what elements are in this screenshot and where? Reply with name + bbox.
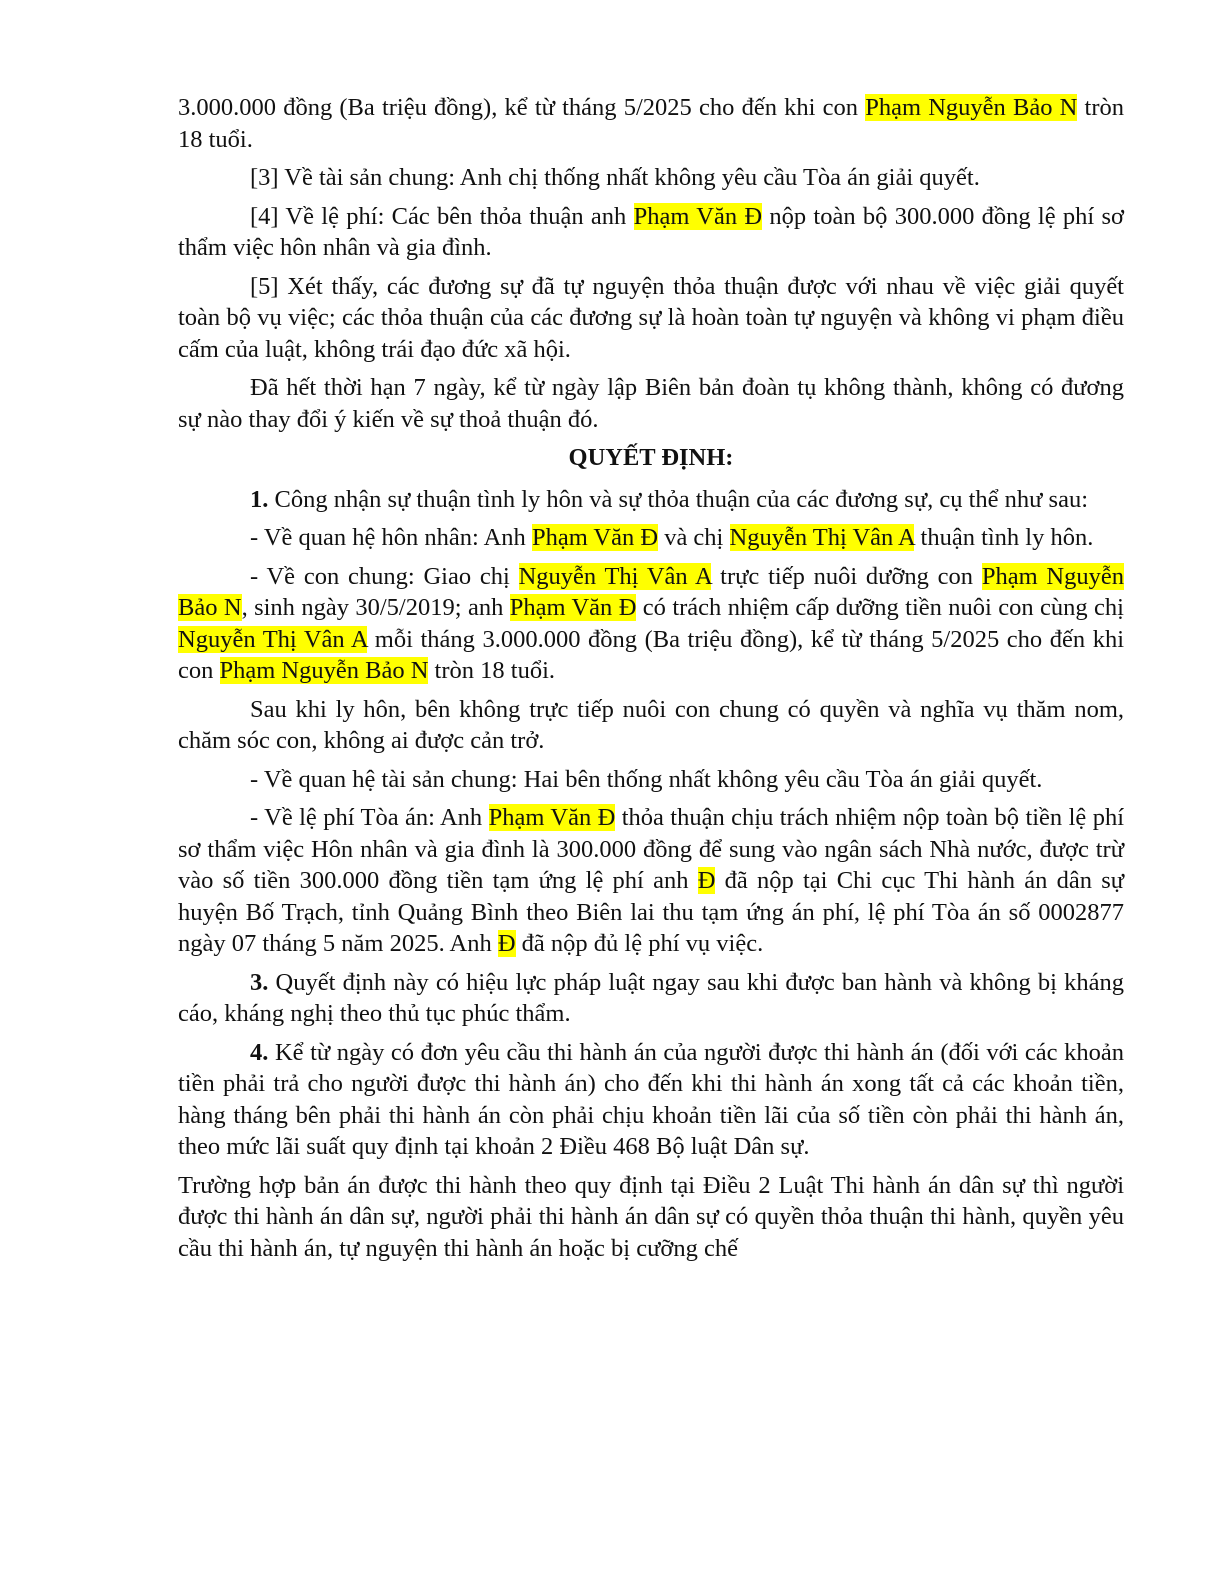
text: đã nộp đủ lệ phí vụ việc. <box>515 930 764 957</box>
paragraph-child <box>178 561 1124 687</box>
text: Quyết định này có hiệu lực pháp luật ngay sau khi được ban hành và không bị kháng cáo, kháng nghị theo thủ tục phúc thẩm. <box>178 968 1124 1027</box>
paragraph-marriage <box>178 522 1124 554</box>
paragraph-fees <box>178 201 1124 264</box>
text: và chị <box>658 524 730 551</box>
text: thuận tình ly hôn. <box>914 524 1094 551</box>
text: trực tiếp nuôi dưỡng con <box>711 562 982 590</box>
text: Đã hết thời hạn 7 ngày, kể từ ngày lập Biên bản đoàn tụ không thành, không có đương sự nào thay đổi ý kiến về sự thoả thuận đó. <box>178 374 1124 433</box>
decision-heading: QUYẾT ĐỊNH: <box>568 444 734 471</box>
highlighted-name: Nguyễn Thị Vân A <box>518 562 712 590</box>
paragraph-enforcement <box>178 1170 1124 1265</box>
text: 3.000.000 đồng (Ba triệu đồng), kể từ tháng 5/2025 cho đến khi con <box>178 94 866 121</box>
text: - Về con chung: Giao chị <box>250 562 519 590</box>
highlighted-name: Phạm Văn Đ <box>633 202 763 230</box>
decision-item-3 <box>178 967 1124 1030</box>
text: - Về quan hệ hôn nhân: Anh <box>250 524 532 551</box>
paragraph-consideration <box>178 271 1124 366</box>
paragraph-1 <box>178 92 1124 155</box>
paragraph-court-fee <box>178 802 1124 960</box>
paragraph-common-property <box>178 162 1124 194</box>
highlighted-name: Đ <box>697 867 716 894</box>
highlighted-name: Phạm Văn Đ <box>488 804 616 831</box>
highlighted-name: Nguyễn Thị Vân A <box>729 524 915 551</box>
text: tròn 18 tuổi. <box>178 94 1125 153</box>
highlighted-name: Phạm Nguyễn Bảo N <box>178 562 1124 621</box>
highlighted-name: Phạm Văn Đ <box>531 524 659 551</box>
paragraph-visitation <box>178 694 1124 757</box>
text: Sau khi ly hôn, bên không trực tiếp nuôi con chung có quyền và nghĩa vụ thăm nom, chăm sóc con, không ai được cản trở. <box>178 695 1124 754</box>
highlighted-name: Phạm Nguyễn Bảo N <box>865 94 1078 121</box>
item-number: 1. <box>250 485 269 513</box>
text: Kể từ ngày có đơn yêu cầu thi hành án của người được thi hành án (đối với các khoản tiền phải trả cho người được thi hành án) cho đến khi thi hành án xong tất cả các khoản tiền, hàng tháng bên phải thi hành án còn phải chịu khoản tiền lãi của số tiền còn phải thi hành án, theo mức lãi suất quy định tại khoản 2 Điều 468 Bộ luật Dân sự. <box>178 1038 1124 1160</box>
text: đã nộp tại Chi cục Thi hành án dân sự huyện Bố Trạch, tỉnh Quảng Bình theo Biên lai thu tạm ứng án phí, lệ phí Tòa án số 0002877 ngày 07 tháng 5 năm 2025. Anh <box>178 867 1125 957</box>
text: [4] Về lệ phí: Các bên thỏa thuận anh <box>250 202 634 230</box>
highlighted-name: Phạm Văn Đ <box>509 594 637 621</box>
text: mỗi tháng 3.000.000 đồng (Ba triệu đồng), kể từ tháng 5/2025 cho đến khi con <box>178 625 1124 684</box>
highlighted-name: Đ <box>497 930 516 957</box>
decision-item-4 <box>178 1037 1124 1163</box>
text: - Về quan hệ tài sản chung: Hai bên thống nhất không yêu cầu Tòa án giải quyết. <box>250 765 1043 793</box>
paragraph-deadline <box>178 372 1124 435</box>
item-number: 4. <box>250 1038 269 1066</box>
text: [5] Xét thấy, các đương sự đã tự nguyện thỏa thuận được với nhau về việc giải quyết toàn bộ vụ việc; các thỏa thuận của các đương sự là hoàn toàn tự nguyện và không vi phạm điều cấm của luật, không trái đạo đức xã hội. <box>178 272 1124 363</box>
highlighted-name: Phạm Nguyễn Bảo N <box>219 657 429 684</box>
text: , sinh ngày 30/5/2019; anh <box>241 594 510 621</box>
item-number: 3. <box>250 968 269 996</box>
text: Trường hợp bản án được thi hành theo quy định tại Điều 2 Luật Thi hành án dân sự thì người được thi hành án dân sự, người phải thi hành án dân sự có quyền thỏa thuận thi hành, quyền yêu cầu thi hành án, tự nguyện thi hành án hoặc bị cưỡng chế <box>178 1171 1124 1262</box>
text: thỏa thuận chịu trách nhiệm nộp toàn bộ tiền lệ phí sơ thẩm việc Hôn nhân và gia đình là 300.000 đồng để sung vào ngân sách Nhà nước, được trừ vào số tiền 300.000 đồng tiền tạm ứng lệ phí anh <box>178 804 1124 894</box>
text: - Về lệ phí Tòa án: Anh <box>250 804 489 831</box>
decision-item-1 <box>178 484 1124 516</box>
text: nộp toàn bộ 300.000 đồng lệ phí sơ thẩm việc hôn nhân và gia đình. <box>178 202 1124 261</box>
text: [3] Về tài sản chung: Anh chị thống nhất không yêu cầu Tòa án giải quyết. <box>250 164 980 191</box>
text: Công nhận sự thuận tình ly hôn và sự thỏa thuận của các đương sự, cụ thể như sau: <box>268 485 1089 513</box>
highlighted-name: Nguyễn Thị Vân A <box>178 625 368 653</box>
text: tròn 18 tuổi. <box>428 657 556 684</box>
document-page <box>178 92 1124 1271</box>
text: có trách nhiệm cấp dưỡng tiền nuôi con cùng chị <box>636 594 1124 621</box>
paragraph-property <box>178 764 1124 796</box>
